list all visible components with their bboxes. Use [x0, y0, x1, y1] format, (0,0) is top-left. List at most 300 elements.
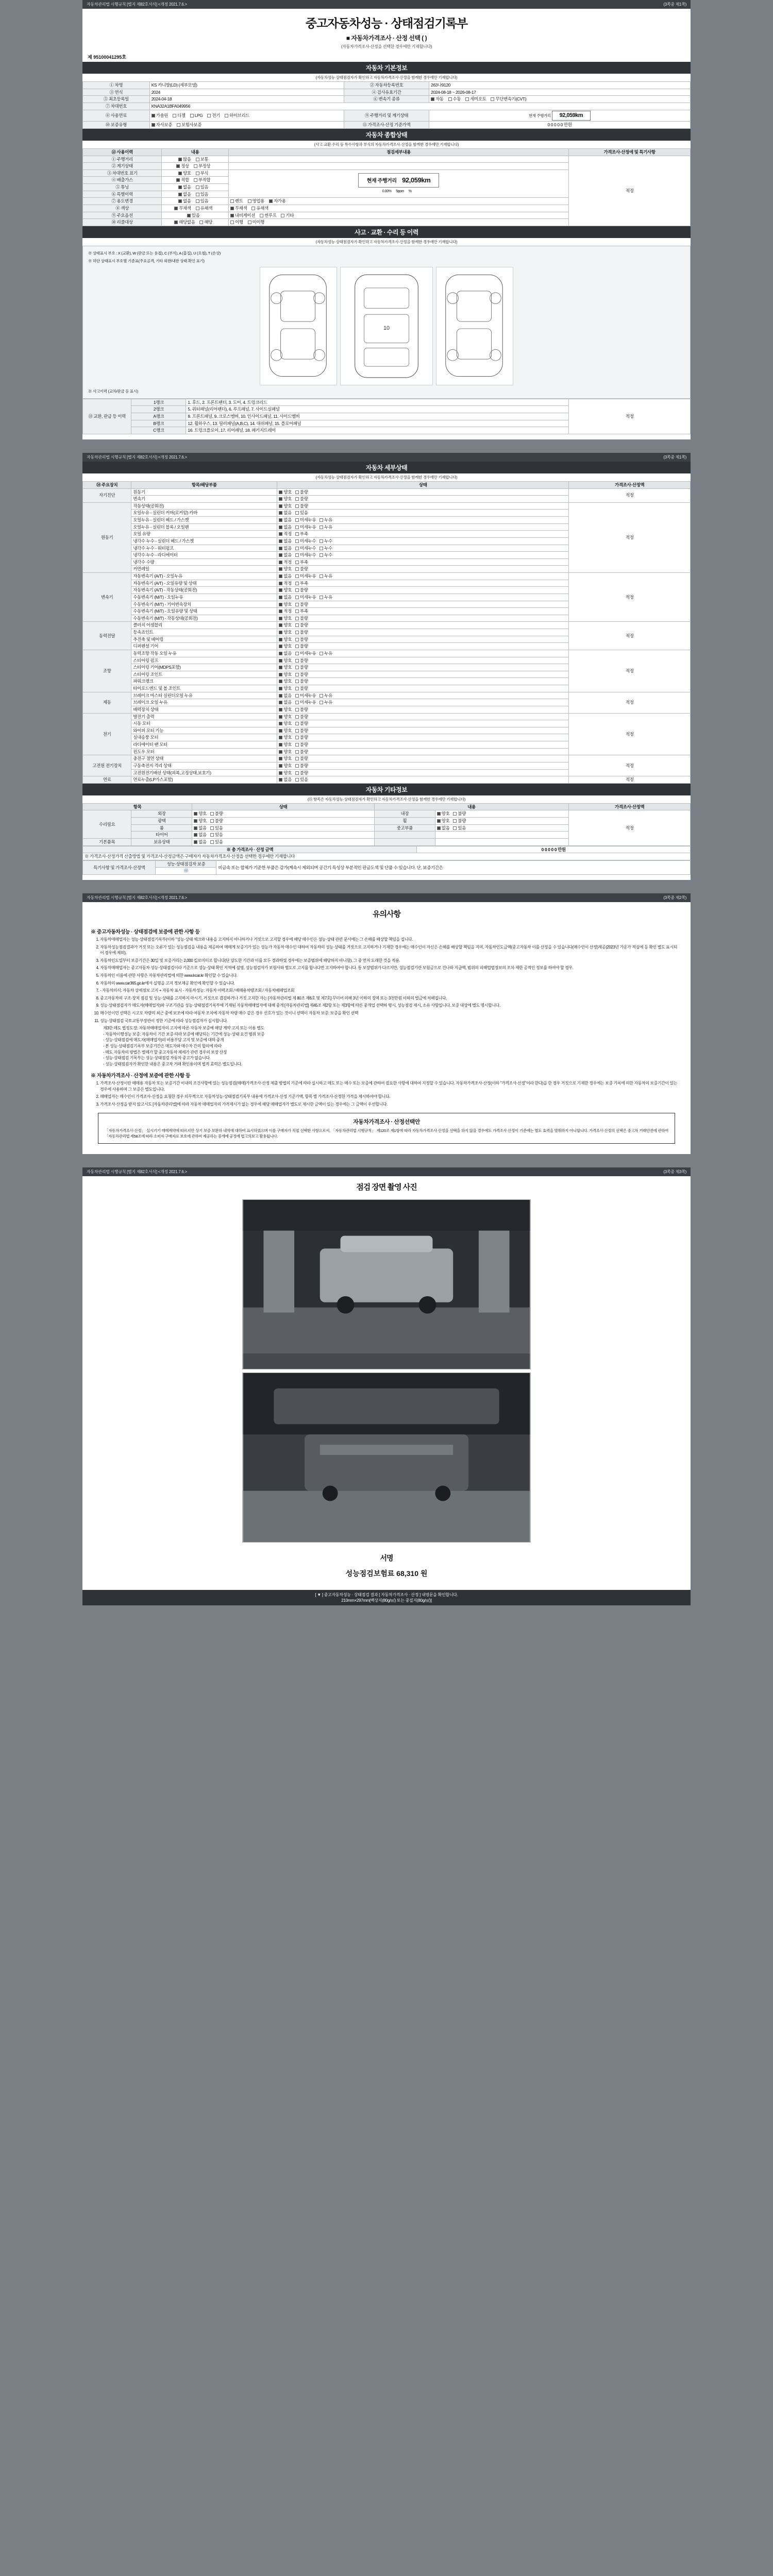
- cond-6-opt-b[interactable]: 있음: [196, 198, 209, 204]
- detail-opt-5-0-2[interactable]: 누유: [320, 693, 332, 699]
- checkbox-icon[interactable]: [279, 652, 282, 655]
- checkbox-icon[interactable]: [279, 547, 282, 550]
- checkbox-icon[interactable]: [295, 715, 299, 719]
- color-opt-chroma[interactable]: 유채색: [251, 206, 268, 211]
- checkbox-icon[interactable]: [279, 778, 282, 782]
- checkbox-icon[interactable]: [295, 666, 299, 669]
- footer-line-2: 210mm×297mm[백상지(80g/㎡) 또는 중질지(80g/㎡)]: [341, 1598, 432, 1603]
- checkbox-icon[interactable]: [320, 553, 323, 557]
- notice-list-1: [82, 937, 691, 1024]
- checkbox-icon[interactable]: [210, 833, 214, 837]
- cond-5-opt-b[interactable]: 있음: [196, 192, 209, 197]
- other-opt-4-1[interactable]: 있음: [210, 839, 223, 845]
- cond-7-opt-a[interactable]: 무채색: [174, 206, 191, 211]
- checkbox-icon[interactable]: [194, 826, 197, 830]
- cond-2-opt-a[interactable]: 양호: [178, 171, 191, 176]
- checkbox-icon[interactable]: [295, 623, 299, 627]
- detail-opt-7-2-1[interactable]: 불량: [295, 770, 308, 776]
- other-opt-1-0[interactable]: 양호: [194, 818, 207, 824]
- checkbox-icon[interactable]: [453, 826, 457, 830]
- detail-opt-6-3-0[interactable]: 양호: [279, 735, 292, 740]
- checkbox-icon[interactable]: [295, 539, 299, 543]
- checkbox-icon[interactable]: [194, 833, 197, 837]
- detail-opt-2-4-0[interactable]: 양호: [279, 602, 292, 607]
- checkbox-icon[interactable]: [295, 736, 299, 739]
- checkbox-icon[interactable]: [295, 652, 299, 655]
- checkbox-icon[interactable]: [295, 694, 299, 698]
- table-row: [83, 846, 691, 853]
- checkbox-icon[interactable]: [279, 701, 282, 704]
- checkbox-icon[interactable]: [279, 771, 282, 775]
- table-row: [83, 110, 691, 122]
- checkbox-icon[interactable]: [295, 743, 299, 747]
- detail-opt-1-8-0[interactable]: 적정: [279, 560, 292, 565]
- detail-opt-2-3-1[interactable]: 미세누유: [295, 595, 316, 600]
- detail-opt-7-1-1[interactable]: 불량: [295, 763, 308, 769]
- detail-opt-5-0-0[interactable]: 없음: [279, 693, 292, 699]
- detail-opt-6-1-1[interactable]: 불량: [295, 721, 308, 726]
- checkbox-icon[interactable]: [320, 526, 323, 529]
- checkbox-icon[interactable]: [295, 771, 299, 775]
- detail-opt-8-0-0[interactable]: 없음: [279, 777, 292, 783]
- checkbox-icon[interactable]: [279, 757, 282, 760]
- diagram-note-bottom: ※ 사고이력 (교차/판금 등 표시): [88, 388, 138, 394]
- option-opt-sunroof[interactable]: 썬루프: [260, 213, 276, 218]
- other-opt-4-0[interactable]: 없음: [194, 839, 207, 845]
- checkbox-icon[interactable]: [295, 518, 299, 522]
- detail-opt-4-0-1[interactable]: 미세누유: [295, 651, 316, 656]
- cond-5-opt-a[interactable]: 없음: [178, 192, 191, 197]
- detail-opt-5-1-2[interactable]: 누유: [320, 700, 332, 705]
- usage-opt-rental[interactable]: 렌트: [230, 198, 243, 204]
- checkbox-icon[interactable]: [279, 504, 282, 508]
- checkbox-icon[interactable]: [279, 694, 282, 698]
- checkbox-icon[interactable]: [295, 659, 299, 663]
- other-opt2-0-0[interactable]: 양호: [437, 811, 450, 817]
- checkbox-icon[interactable]: [279, 764, 282, 768]
- basic-value-firstreg: 2024-04-18: [149, 96, 344, 103]
- checkbox-icon[interactable]: [295, 687, 299, 690]
- cond-6-opt-a[interactable]: 없음: [178, 198, 191, 204]
- option-opt-navi[interactable]: 내비게이션: [230, 213, 255, 218]
- fuel-opt-lpg[interactable]: LPG: [190, 113, 203, 118]
- basic-label-vin: ⑦ 차대번호: [83, 103, 150, 110]
- detail-opt-7-2-0[interactable]: 양호: [279, 770, 292, 776]
- section-other-note: (⑮ 항목은 자동차성능·상태점검자가 확인하고 자동차가격조사·산정을 함께한 경우에만 기재합니다): [307, 796, 466, 802]
- cond-0-opt-b[interactable]: 보통: [196, 157, 209, 162]
- detail-opt-4-4-1[interactable]: 불량: [295, 679, 308, 684]
- detail-opt-3-1-0[interactable]: 양호: [279, 630, 292, 635]
- checkbox-icon[interactable]: [279, 518, 282, 522]
- detail-opt-1-0-0[interactable]: 양호: [279, 503, 292, 509]
- checkbox-icon[interactable]: [295, 603, 299, 606]
- checkbox-icon[interactable]: [279, 511, 282, 515]
- checkbox-icon[interactable]: [210, 826, 214, 830]
- recall-opt-notdone[interactable]: 미이행: [248, 219, 264, 225]
- cond-1-opt-a[interactable]: 정상: [176, 163, 189, 169]
- checkbox-icon[interactable]: [295, 617, 299, 620]
- checkbox-icon[interactable]: [320, 518, 323, 522]
- checkbox-icon[interactable]: [210, 819, 214, 823]
- checkbox-icon[interactable]: [320, 694, 323, 698]
- checkbox-icon[interactable]: [279, 539, 282, 543]
- checkbox-icon[interactable]: [279, 526, 282, 529]
- checkbox-icon[interactable]: [295, 561, 299, 564]
- detail-opt-2-2-0[interactable]: 양호: [279, 587, 292, 593]
- notice-list-2: [82, 1080, 691, 1107]
- notice-sublist: [82, 1025, 691, 1067]
- detail-opt-1-2-0[interactable]: 없음: [279, 517, 292, 523]
- detail-part-1-1: 오일누유 - 실린더 커버(로커암) 카바: [131, 510, 277, 517]
- detail-opt-2-6-0[interactable]: 양호: [279, 616, 292, 621]
- warranty-opt-self[interactable]: 자사보증: [152, 122, 172, 128]
- detail-status-0-0: [277, 488, 569, 496]
- detail-opt-1-2-1[interactable]: 미세누유: [295, 517, 316, 523]
- detail-opt-2-6-1[interactable]: 불량: [295, 616, 308, 621]
- checkbox-icon[interactable]: [437, 826, 441, 830]
- rank-items-2: 8. 프론트패널, 9. 크로스멤버, 10. 인사이드패널, 11. 사이드멤버: [186, 413, 569, 420]
- detail-opt-6-2-1[interactable]: 불량: [295, 728, 308, 734]
- checkbox-icon[interactable]: [279, 659, 282, 663]
- checkbox-icon[interactable]: [295, 638, 299, 641]
- checkbox-icon[interactable]: [453, 812, 457, 816]
- checkbox-icon[interactable]: [437, 819, 441, 823]
- detail-opt-7-1-0[interactable]: 양호: [279, 763, 292, 769]
- detail-opt-7-0-1[interactable]: 불량: [295, 756, 308, 761]
- checkbox-icon[interactable]: [295, 778, 299, 782]
- checkbox-icon[interactable]: [295, 532, 299, 536]
- other-opt2-0-1[interactable]: 불량: [453, 811, 466, 817]
- checkbox-icon[interactable]: [295, 490, 299, 494]
- checkbox-icon[interactable]: [295, 596, 299, 599]
- detail-opt-1-7-0[interactable]: 없음: [279, 552, 292, 558]
- detail-opt-4-2-1[interactable]: 불량: [295, 665, 308, 670]
- fuel-opt-gasoline[interactable]: 가솔린: [152, 113, 168, 118]
- checkbox-icon[interactable]: [279, 645, 282, 648]
- detail-opt-1-3-2[interactable]: 누유: [320, 524, 332, 530]
- checkbox-icon[interactable]: [295, 567, 299, 571]
- other-opt-1-1[interactable]: 불량: [210, 818, 223, 824]
- checkbox-icon[interactable]: [279, 617, 282, 620]
- detail-opt-4-1-0[interactable]: 양호: [279, 658, 292, 664]
- detail-opt-6-0-0[interactable]: 양호: [279, 714, 292, 720]
- cond-1-opt-b[interactable]: 부정상: [194, 163, 210, 169]
- detail-opt-2-1-1[interactable]: 부족: [295, 581, 308, 586]
- other-opt-0-0[interactable]: 양호: [194, 811, 207, 817]
- form-reference: 자동차관리법 시행규칙 [별지 제82호서식] <개정 2021.7.6.>: [87, 2, 187, 7]
- checkbox-icon[interactable]: [279, 490, 282, 494]
- cond-4-opt-b[interactable]: 있음: [196, 184, 209, 190]
- other-opt2-1-0[interactable]: 양호: [437, 818, 450, 824]
- detail-opt-2-0-2[interactable]: 누유: [320, 573, 332, 579]
- checkbox-icon[interactable]: [279, 750, 282, 754]
- checkbox-icon[interactable]: [295, 701, 299, 704]
- detail-opt-1-5-2[interactable]: 누수: [320, 538, 332, 544]
- detail-opt-6-1-0[interactable]: 양호: [279, 721, 292, 726]
- condition-row-label-7: ⑧ 색상: [83, 205, 162, 212]
- other-opt2-2-0[interactable]: 없음: [437, 825, 450, 831]
- checkbox-icon[interactable]: [295, 526, 299, 529]
- cond-4-opt-a[interactable]: 없음: [178, 184, 191, 190]
- checkbox-icon[interactable]: [320, 701, 323, 704]
- checkbox-icon[interactable]: [320, 574, 323, 578]
- detail-opt-4-2-0[interactable]: 양호: [279, 665, 292, 670]
- checkbox-icon[interactable]: [295, 708, 299, 711]
- cond-7-opt-b[interactable]: 유채색: [196, 206, 212, 211]
- mileage-label: 현재 주행거리: [528, 113, 551, 118]
- cond-2-opt-b[interactable]: 부식: [196, 171, 209, 176]
- detail-opt-2-0-0[interactable]: 없음: [279, 573, 292, 579]
- checkbox-icon[interactable]: [279, 638, 282, 641]
- other-opt2-2-1[interactable]: 있음: [453, 825, 466, 831]
- checkbox-icon[interactable]: [279, 609, 282, 613]
- detail-opt-4-5-0[interactable]: 양호: [279, 686, 292, 691]
- checkbox-icon[interactable]: [295, 609, 299, 613]
- condition-row-content-9: [162, 219, 229, 226]
- detail-part-2-4: 수동변속기 (M/T) - 기어변속장치: [131, 601, 277, 608]
- checkbox-icon[interactable]: [279, 736, 282, 739]
- detail-opt-6-0-1[interactable]: 불량: [295, 714, 308, 720]
- detail-opt-1-1-0[interactable]: 없음: [279, 510, 292, 516]
- checkbox-icon[interactable]: [295, 574, 299, 578]
- checkbox-icon[interactable]: [279, 561, 282, 564]
- detail-status-1-5: [277, 537, 569, 545]
- detail-opt-1-5-0[interactable]: 없음: [279, 538, 292, 544]
- checkbox-icon[interactable]: [295, 582, 299, 585]
- checkbox-icon[interactable]: [279, 729, 282, 733]
- trans-opt-auto[interactable]: 자동: [431, 96, 444, 102]
- other-opt-3-1[interactable]: 있음: [210, 832, 223, 838]
- detail-opt-1-4-0[interactable]: 적정: [279, 531, 292, 537]
- detail-opt-1-7-1[interactable]: 미세누수: [295, 552, 316, 558]
- cond-0-opt-a[interactable]: 많음: [178, 157, 191, 162]
- checkbox-icon[interactable]: [320, 547, 323, 550]
- basic-label-firstreg: ⑤ 최초등록일: [83, 96, 150, 103]
- detail-opt-2-5-1[interactable]: 부족: [295, 608, 308, 614]
- other-opt-3-0[interactable]: 없음: [194, 832, 207, 838]
- checkbox-icon[interactable]: [279, 666, 282, 669]
- detail-opt-1-7-2[interactable]: 누수: [320, 552, 332, 558]
- checkbox-icon[interactable]: [279, 588, 282, 592]
- checkbox-icon[interactable]: [279, 553, 282, 557]
- detail-status-1-0: [277, 502, 569, 510]
- checkbox-icon[interactable]: [279, 567, 282, 571]
- checkbox-icon[interactable]: [279, 631, 282, 634]
- detail-opt-1-0-1[interactable]: 불량: [295, 503, 308, 509]
- detail-opt-3-0-0[interactable]: 양호: [279, 622, 292, 628]
- checkbox-icon[interactable]: [295, 729, 299, 733]
- other-opt-0-1[interactable]: 불량: [210, 811, 223, 817]
- checkbox-icon[interactable]: [320, 539, 323, 543]
- detail-group-5: 제동: [83, 692, 131, 713]
- detail-opt-5-1-1[interactable]: 미세누유: [295, 700, 316, 705]
- other-info-table: [82, 803, 691, 846]
- warranty-opt-insurer[interactable]: 보험사보증: [177, 122, 201, 128]
- detail-opt-1-6-1[interactable]: 미세누수: [295, 546, 316, 551]
- checkbox-icon[interactable]: [295, 553, 299, 557]
- table-row: [83, 622, 691, 629]
- detail-opt-1-5-1[interactable]: 미세누수: [295, 538, 316, 544]
- checkbox-icon[interactable]: [279, 623, 282, 627]
- detail-opt-5-1-0[interactable]: 없음: [279, 700, 292, 705]
- detail-opt-3-3-1[interactable]: 불량: [295, 643, 308, 649]
- cond-9-opt-b[interactable]: 해당: [199, 219, 212, 225]
- checkbox-icon[interactable]: [453, 819, 457, 823]
- recall-opt-done[interactable]: 이행: [230, 219, 243, 225]
- checkbox-icon[interactable]: [295, 750, 299, 754]
- checkbox-icon[interactable]: [210, 840, 214, 844]
- checkbox-icon[interactable]: [295, 757, 299, 760]
- cond-9-opt-a[interactable]: 해당없음: [174, 219, 195, 225]
- checkbox-icon[interactable]: [437, 812, 441, 816]
- cond-3-opt-a[interactable]: 적합: [176, 177, 189, 183]
- detail-opt-5-2-1[interactable]: 불량: [295, 707, 308, 713]
- condition-row-detail-0: [228, 156, 568, 163]
- other-status-4: [192, 838, 375, 845]
- detail-opt-1-3-0[interactable]: 없음: [279, 524, 292, 530]
- table-row: [83, 692, 691, 699]
- trans-opt-semi[interactable]: 세미오토: [465, 96, 486, 102]
- checkbox-icon[interactable]: [295, 764, 299, 768]
- detail-opt-3-2-1[interactable]: 불량: [295, 637, 308, 642]
- checkbox-icon[interactable]: [194, 812, 197, 816]
- detail-opt-4-3-1[interactable]: 불량: [295, 672, 308, 677]
- usage-opt-private[interactable]: 자가용: [269, 198, 285, 204]
- detail-opt-1-9-1[interactable]: 불량: [295, 566, 308, 572]
- detail-part-4-1: 스티어링 펌프: [131, 657, 277, 664]
- checkbox-icon[interactable]: [295, 504, 299, 508]
- checkbox-icon[interactable]: [279, 596, 282, 599]
- detail-opt-6-3-1[interactable]: 불량: [295, 735, 308, 740]
- cond-3-opt-b[interactable]: 부적합: [194, 177, 210, 183]
- checkbox-icon[interactable]: [194, 840, 197, 844]
- detail-opt-6-4-1[interactable]: 불량: [295, 742, 308, 748]
- option-opt-etc[interactable]: 기타: [281, 213, 294, 218]
- detail-opt-3-1-1[interactable]: 불량: [295, 630, 308, 635]
- checkbox-icon[interactable]: [279, 574, 282, 578]
- detail-opt-4-1-1[interactable]: 불량: [295, 658, 308, 664]
- fuel-opt-electric[interactable]: 전기: [207, 113, 220, 118]
- checkbox-icon[interactable]: [279, 603, 282, 606]
- detail-status-4-2: [277, 664, 569, 671]
- detail-opt-1-6-0[interactable]: 없음: [279, 546, 292, 551]
- checkbox-icon[interactable]: [279, 715, 282, 719]
- condition-col-detail: 점검세부내용: [228, 148, 568, 156]
- detail-opt-2-0-1[interactable]: 미세누유: [295, 573, 316, 579]
- detail-opt-2-3-0[interactable]: 없음: [279, 595, 292, 600]
- detail-opt-1-3-1[interactable]: 미세누유: [295, 524, 316, 530]
- checkbox-icon[interactable]: [279, 497, 282, 501]
- detail-opt-1-4-1[interactable]: 부족: [295, 531, 308, 537]
- detail-opt-1-8-1[interactable]: 부족: [295, 560, 308, 565]
- detail-opt-6-5-0[interactable]: 양호: [279, 749, 292, 755]
- checkbox-icon[interactable]: [295, 497, 299, 501]
- detail-opt-6-2-0[interactable]: 양호: [279, 728, 292, 734]
- detail-opt-4-5-1[interactable]: 불량: [295, 686, 308, 691]
- fuel-opt-hybrid[interactable]: 하이브리드: [225, 113, 249, 118]
- detail-opt-3-0-1[interactable]: 불량: [295, 622, 308, 628]
- detail-opt-7-0-0[interactable]: 양호: [279, 756, 292, 761]
- detail-opt-0-0-1[interactable]: 불량: [295, 489, 308, 495]
- checkbox-icon[interactable]: [320, 652, 323, 655]
- checkbox-icon[interactable]: [194, 819, 197, 823]
- detail-opt-4-0-2[interactable]: 누유: [320, 651, 332, 656]
- declaration-box: [98, 1113, 675, 1144]
- detail-status-1-6: [277, 545, 569, 552]
- notice2-item-1: 2. 매매업자는 매수인이 가격조사·산정을 요청한 경우 의무적으로 자동차성능·상태점검기록부 내용에 가격조사·산정 기준가액, 항목 별 가격조사·산정한 가격을 제시하여야 합니다.: [100, 1094, 677, 1100]
- checkbox-icon[interactable]: [279, 708, 282, 711]
- detail-opt-4-4-0[interactable]: 양호: [279, 679, 292, 684]
- detail-opt-3-2-0[interactable]: 양호: [279, 637, 292, 642]
- detail-opt-0-1-1[interactable]: 불량: [295, 496, 308, 502]
- checkbox-icon[interactable]: [279, 722, 282, 725]
- detail-opt-1-1-1[interactable]: 있음: [295, 510, 308, 516]
- color-opt-none[interactable]: 무채색: [230, 206, 247, 211]
- other-opt2-1-1[interactable]: 불량: [453, 818, 466, 824]
- checkbox-icon[interactable]: [295, 722, 299, 725]
- checkbox-icon[interactable]: [295, 680, 299, 683]
- checkbox-icon[interactable]: [295, 588, 299, 592]
- fuel-opt-diesel[interactable]: 디젤: [173, 113, 186, 118]
- checkbox-icon[interactable]: [279, 687, 282, 690]
- checkbox-icon[interactable]: [279, 532, 282, 536]
- checkbox-icon[interactable]: [320, 596, 323, 599]
- checkbox-icon[interactable]: [295, 631, 299, 634]
- detail-opt-0-0-0[interactable]: 양호: [279, 489, 292, 495]
- detail-opt-1-9-0[interactable]: 양호: [279, 566, 292, 572]
- trans-opt-cvt[interactable]: 무단변속기(CVT): [491, 96, 526, 102]
- detail-opt-6-4-0[interactable]: 양호: [279, 742, 292, 748]
- checkbox-icon[interactable]: [279, 582, 282, 585]
- checkbox-icon[interactable]: [295, 645, 299, 648]
- basic-value-transmission: [429, 96, 691, 103]
- cond-8-opt-a[interactable]: 있음: [187, 213, 200, 218]
- detail-opt-4-0-0[interactable]: 없음: [279, 651, 292, 656]
- other-opt-2-1[interactable]: 있음: [210, 825, 223, 831]
- detail-opt-4-3-0[interactable]: 양호: [279, 672, 292, 677]
- checkbox-icon[interactable]: [295, 511, 299, 515]
- detail-opt-3-3-0[interactable]: 양호: [279, 643, 292, 649]
- detail-opt-2-1-0[interactable]: 적정: [279, 581, 292, 586]
- detail-opt-0-1-0[interactable]: 양호: [279, 496, 292, 502]
- condition-row-detail-6: [228, 198, 568, 205]
- detail-opt-5-0-1[interactable]: 미세누유: [295, 693, 316, 699]
- checkbox-icon[interactable]: [210, 812, 214, 816]
- detail-part-6-1: 시동 모터: [131, 720, 277, 727]
- detail-opt-5-2-0[interactable]: 양호: [279, 707, 292, 713]
- detail-opt-8-0-1[interactable]: 있음: [295, 777, 308, 783]
- checkbox-icon[interactable]: [279, 743, 282, 747]
- usage-opt-business[interactable]: 영업용: [248, 198, 264, 204]
- checkbox-icon[interactable]: [279, 680, 282, 683]
- detail-opt-2-3-2[interactable]: 누유: [320, 595, 332, 600]
- detail-part-2-1: 자동변속기 (A/T) - 오일유량 및 상태: [131, 580, 277, 587]
- detail-opt-2-4-1[interactable]: 불량: [295, 602, 308, 607]
- detail-opt-6-5-1[interactable]: 불량: [295, 749, 308, 755]
- detail-opt-2-5-0[interactable]: 적정: [279, 608, 292, 614]
- checkbox-icon[interactable]: [295, 547, 299, 550]
- checkbox-icon[interactable]: [295, 673, 299, 676]
- detail-opt-1-2-2[interactable]: 누유: [320, 517, 332, 523]
- detail-opt-2-2-1[interactable]: 불량: [295, 587, 308, 593]
- basic-label-fuel: ⑧ 사용연료: [83, 110, 150, 122]
- page-number-2: (3쪽중 제1쪽): [663, 454, 686, 460]
- checkbox-icon[interactable]: [279, 673, 282, 676]
- table-row: [83, 488, 691, 496]
- trans-opt-manual[interactable]: 수동: [448, 96, 461, 102]
- detail-opt-1-6-2[interactable]: 누수: [320, 546, 332, 551]
- other-opt-2-0[interactable]: 없음: [194, 825, 207, 831]
